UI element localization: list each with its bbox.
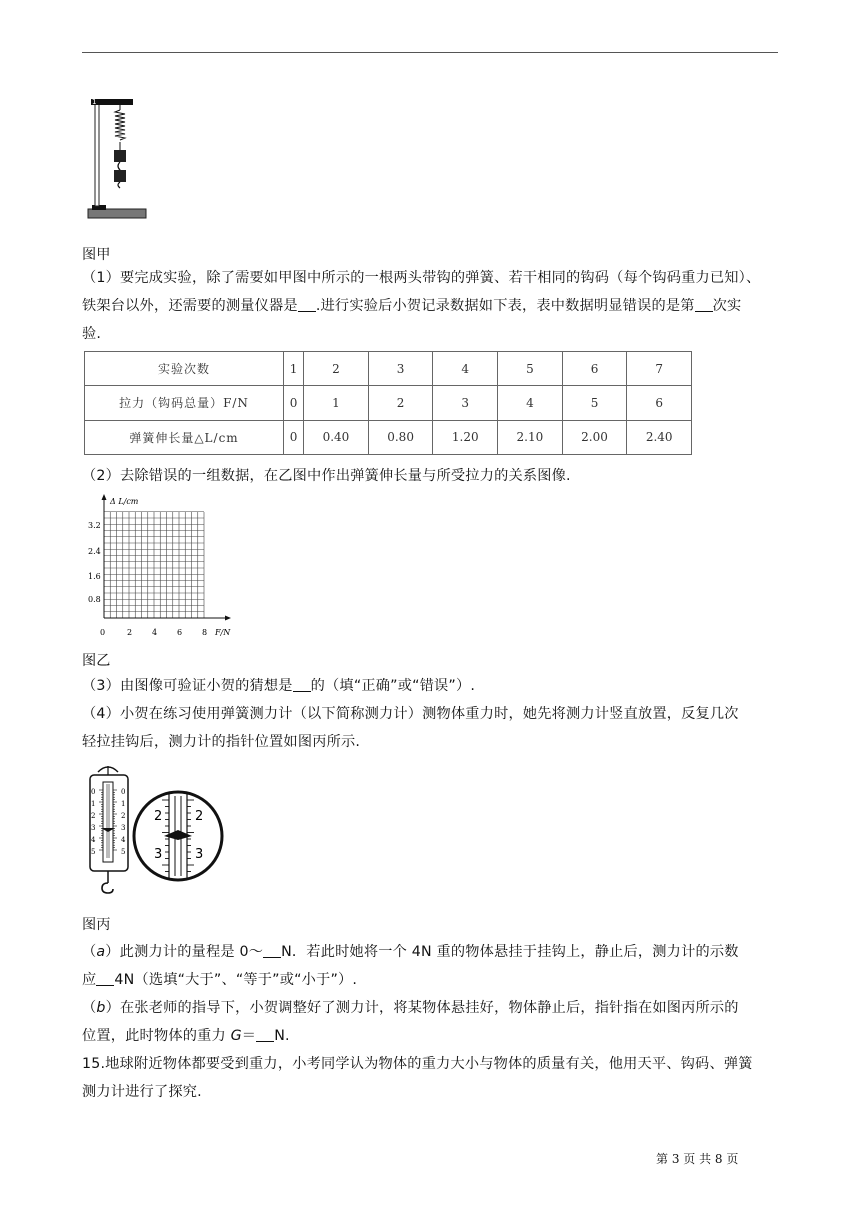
answer-blank-compare[interactable] <box>96 971 114 986</box>
question-2: （2）去除错误的一组数据，在乙图中作出弹簧伸长量与所受拉力的关系图像. <box>82 468 571 484</box>
y-axis-label: Δ L/cm <box>110 497 139 506</box>
y-tick-label: 0.8 <box>88 595 101 604</box>
y-axis-arrow <box>102 494 107 500</box>
table-cell: 2 <box>304 352 369 386</box>
question-a-paren: （ <box>82 944 97 960</box>
question-15-line-1: 15.地球附近物体都要受到重力，小考同学认为物体的重力大小与物体的质量有关，他用天平、钩码、弹簧 <box>82 1056 753 1072</box>
table-cell: 2.40 <box>627 420 692 454</box>
question-4-line-2: 轻拉挂钩后，测力计的指针位置如图丙所示. <box>82 734 361 750</box>
table-cell: 0 <box>284 386 304 420</box>
question-a-line-2 <box>82 966 782 994</box>
answer-blank-range[interactable] <box>263 943 281 958</box>
question-3-text-a: （3）由图像可验证小贺的猜想是 <box>82 678 293 694</box>
question-a-label: a <box>96 944 106 960</box>
spring-stand-figure <box>84 96 150 222</box>
figure-b-caption: 图乙 <box>82 653 111 669</box>
answer-blank-gravity[interactable] <box>256 1027 274 1042</box>
x-tick-label: 0 <box>100 628 106 637</box>
question-b-unit: N. <box>274 1028 290 1044</box>
question-4 <box>82 700 782 756</box>
question-1-text-a: 铁架台以外，还需要的测量仪器是 <box>82 298 298 314</box>
table-cell: 0 <box>284 420 304 454</box>
question-3-text-b: 的（填“正确”或“错误”）. <box>310 678 476 694</box>
zoom-left-label: 3 <box>154 847 163 862</box>
y-tick-label: 3.2 <box>88 521 101 530</box>
x-tick-label: 2 <box>127 628 133 637</box>
table-cell: 6 <box>562 352 627 386</box>
table-row-header: 拉力（钩码总量）F/N <box>85 386 284 420</box>
y-tick-label: 2.4 <box>88 547 101 556</box>
table-row-header: 弹簧伸长量△L/cm <box>85 420 284 454</box>
question-a-text-3: 应 <box>82 972 97 988</box>
page-footer: 第 3 页 共 8 页 <box>656 1152 739 1166</box>
table-cell: 4 <box>498 386 563 420</box>
question-b-paren: （ <box>82 1000 97 1016</box>
scale-left-label: 5 <box>91 848 96 856</box>
question-b-line-1 <box>82 994 782 1022</box>
table-cell: 1 <box>284 352 304 386</box>
grid-lines <box>104 512 204 618</box>
spring-scale-figure <box>84 762 230 902</box>
table-cell: 3 <box>368 352 433 386</box>
question-a-line-1 <box>82 938 782 966</box>
question-1 <box>82 264 782 348</box>
table-cell: 7 <box>627 352 692 386</box>
gravity-symbol: G <box>230 1028 242 1044</box>
table-cell: 4 <box>433 352 498 386</box>
x-axis-arrow <box>225 616 231 621</box>
question-a-text-2: N．若此时她将一个 4N 重的物体悬挂于挂钩上，静止后，测力计的示数 <box>281 944 739 960</box>
question-b-text-1: ）在张老师的指导下，小贺调整好了测力计，将某物体悬挂好，物体静止后，指针指在如图丙所示的 <box>105 1000 739 1016</box>
answer-blank-guess[interactable] <box>293 677 311 692</box>
zoom-left-label: 2 <box>154 809 163 824</box>
x-tick-label: 4 <box>152 628 158 637</box>
table-row <box>85 352 692 386</box>
question-1-line-1: （1）要完成实验，除了需要如甲图中所示的一根两头带钩的弹簧、若干相同的钩码（每个钩码重力已知）、 <box>82 270 761 286</box>
zoom-right-label: 2 <box>195 809 204 824</box>
scale-right-label: 1 <box>121 800 126 808</box>
scale-left-label: 1 <box>91 800 96 808</box>
table-row <box>85 386 692 420</box>
question-a-text-1: ）此测力计的量程是 0～ <box>105 944 264 960</box>
x-axis-label: F/N <box>215 628 231 637</box>
question-b-equals: ＝ <box>241 1028 257 1044</box>
question-3 <box>82 672 782 700</box>
scale-right-label: 4 <box>121 836 126 844</box>
zoom-right-label: 3 <box>195 847 204 862</box>
scale-left-label: 2 <box>91 812 96 820</box>
header-rule <box>82 52 778 53</box>
table-cell: 1.20 <box>433 420 498 454</box>
table-cell: 3 <box>433 386 498 420</box>
question-1-text-b: .进行实验后小贺记录数据如下表，表中数据明显错误的是第 <box>315 298 695 314</box>
svg-text:1: 1 <box>92 98 97 106</box>
scale-left-label: 0 <box>91 788 96 796</box>
figure-c-caption: 图丙 <box>82 917 111 933</box>
y-tick-label: 1.6 <box>88 572 101 581</box>
table-cell: 2.10 <box>498 420 563 454</box>
table-cell: 0.40 <box>304 420 369 454</box>
answer-blank-instrument[interactable] <box>298 297 316 312</box>
question-15 <box>82 1050 782 1106</box>
question-b-line-2 <box>82 1022 782 1050</box>
x-tick-label: 6 <box>177 628 183 637</box>
table-cell: 6 <box>627 386 692 420</box>
scale-right-label: 0 <box>121 788 126 796</box>
data-table <box>84 351 692 455</box>
figure-a-caption: 图甲 <box>82 247 111 263</box>
question-4-line-1: （4）小贺在练习使用弹簧测力计（以下简称测力计）测物体重力时，她先将测力计竖直放置，反复几次 <box>82 706 739 722</box>
table-cell: 1 <box>304 386 369 420</box>
table-row-header: 实验次数 <box>85 352 284 386</box>
scale-left-label: 4 <box>91 836 96 844</box>
table-row <box>85 420 692 454</box>
question-1-line-2 <box>82 292 782 320</box>
question-1-text-c: 次实 <box>712 298 742 314</box>
question-b <box>82 994 782 1050</box>
table-cell: 5 <box>498 352 563 386</box>
graph-grid <box>84 492 244 640</box>
question-a-text-4: 4N（选填“大于”、“等于”或“小于”）. <box>114 972 358 988</box>
question-b-label: b <box>96 1000 106 1016</box>
question-a <box>82 938 782 994</box>
scale-right-label: 3 <box>121 824 126 832</box>
table-cell: 5 <box>562 386 627 420</box>
question-15-line-2: 测力计进行了探究. <box>82 1084 202 1100</box>
table-cell: 2 <box>368 386 433 420</box>
scale-left-label: 3 <box>91 824 96 832</box>
table-cell: 2.00 <box>562 420 627 454</box>
question-1-line-3: 验. <box>82 326 102 342</box>
scale-right-label: 5 <box>121 848 126 856</box>
question-b-text-2: 位置，此时物体的重力 <box>82 1028 231 1044</box>
scale-right-label: 2 <box>121 812 126 820</box>
x-tick-label: 8 <box>202 628 208 637</box>
answer-blank-trial[interactable] <box>695 297 713 312</box>
table-cell: 0.80 <box>368 420 433 454</box>
